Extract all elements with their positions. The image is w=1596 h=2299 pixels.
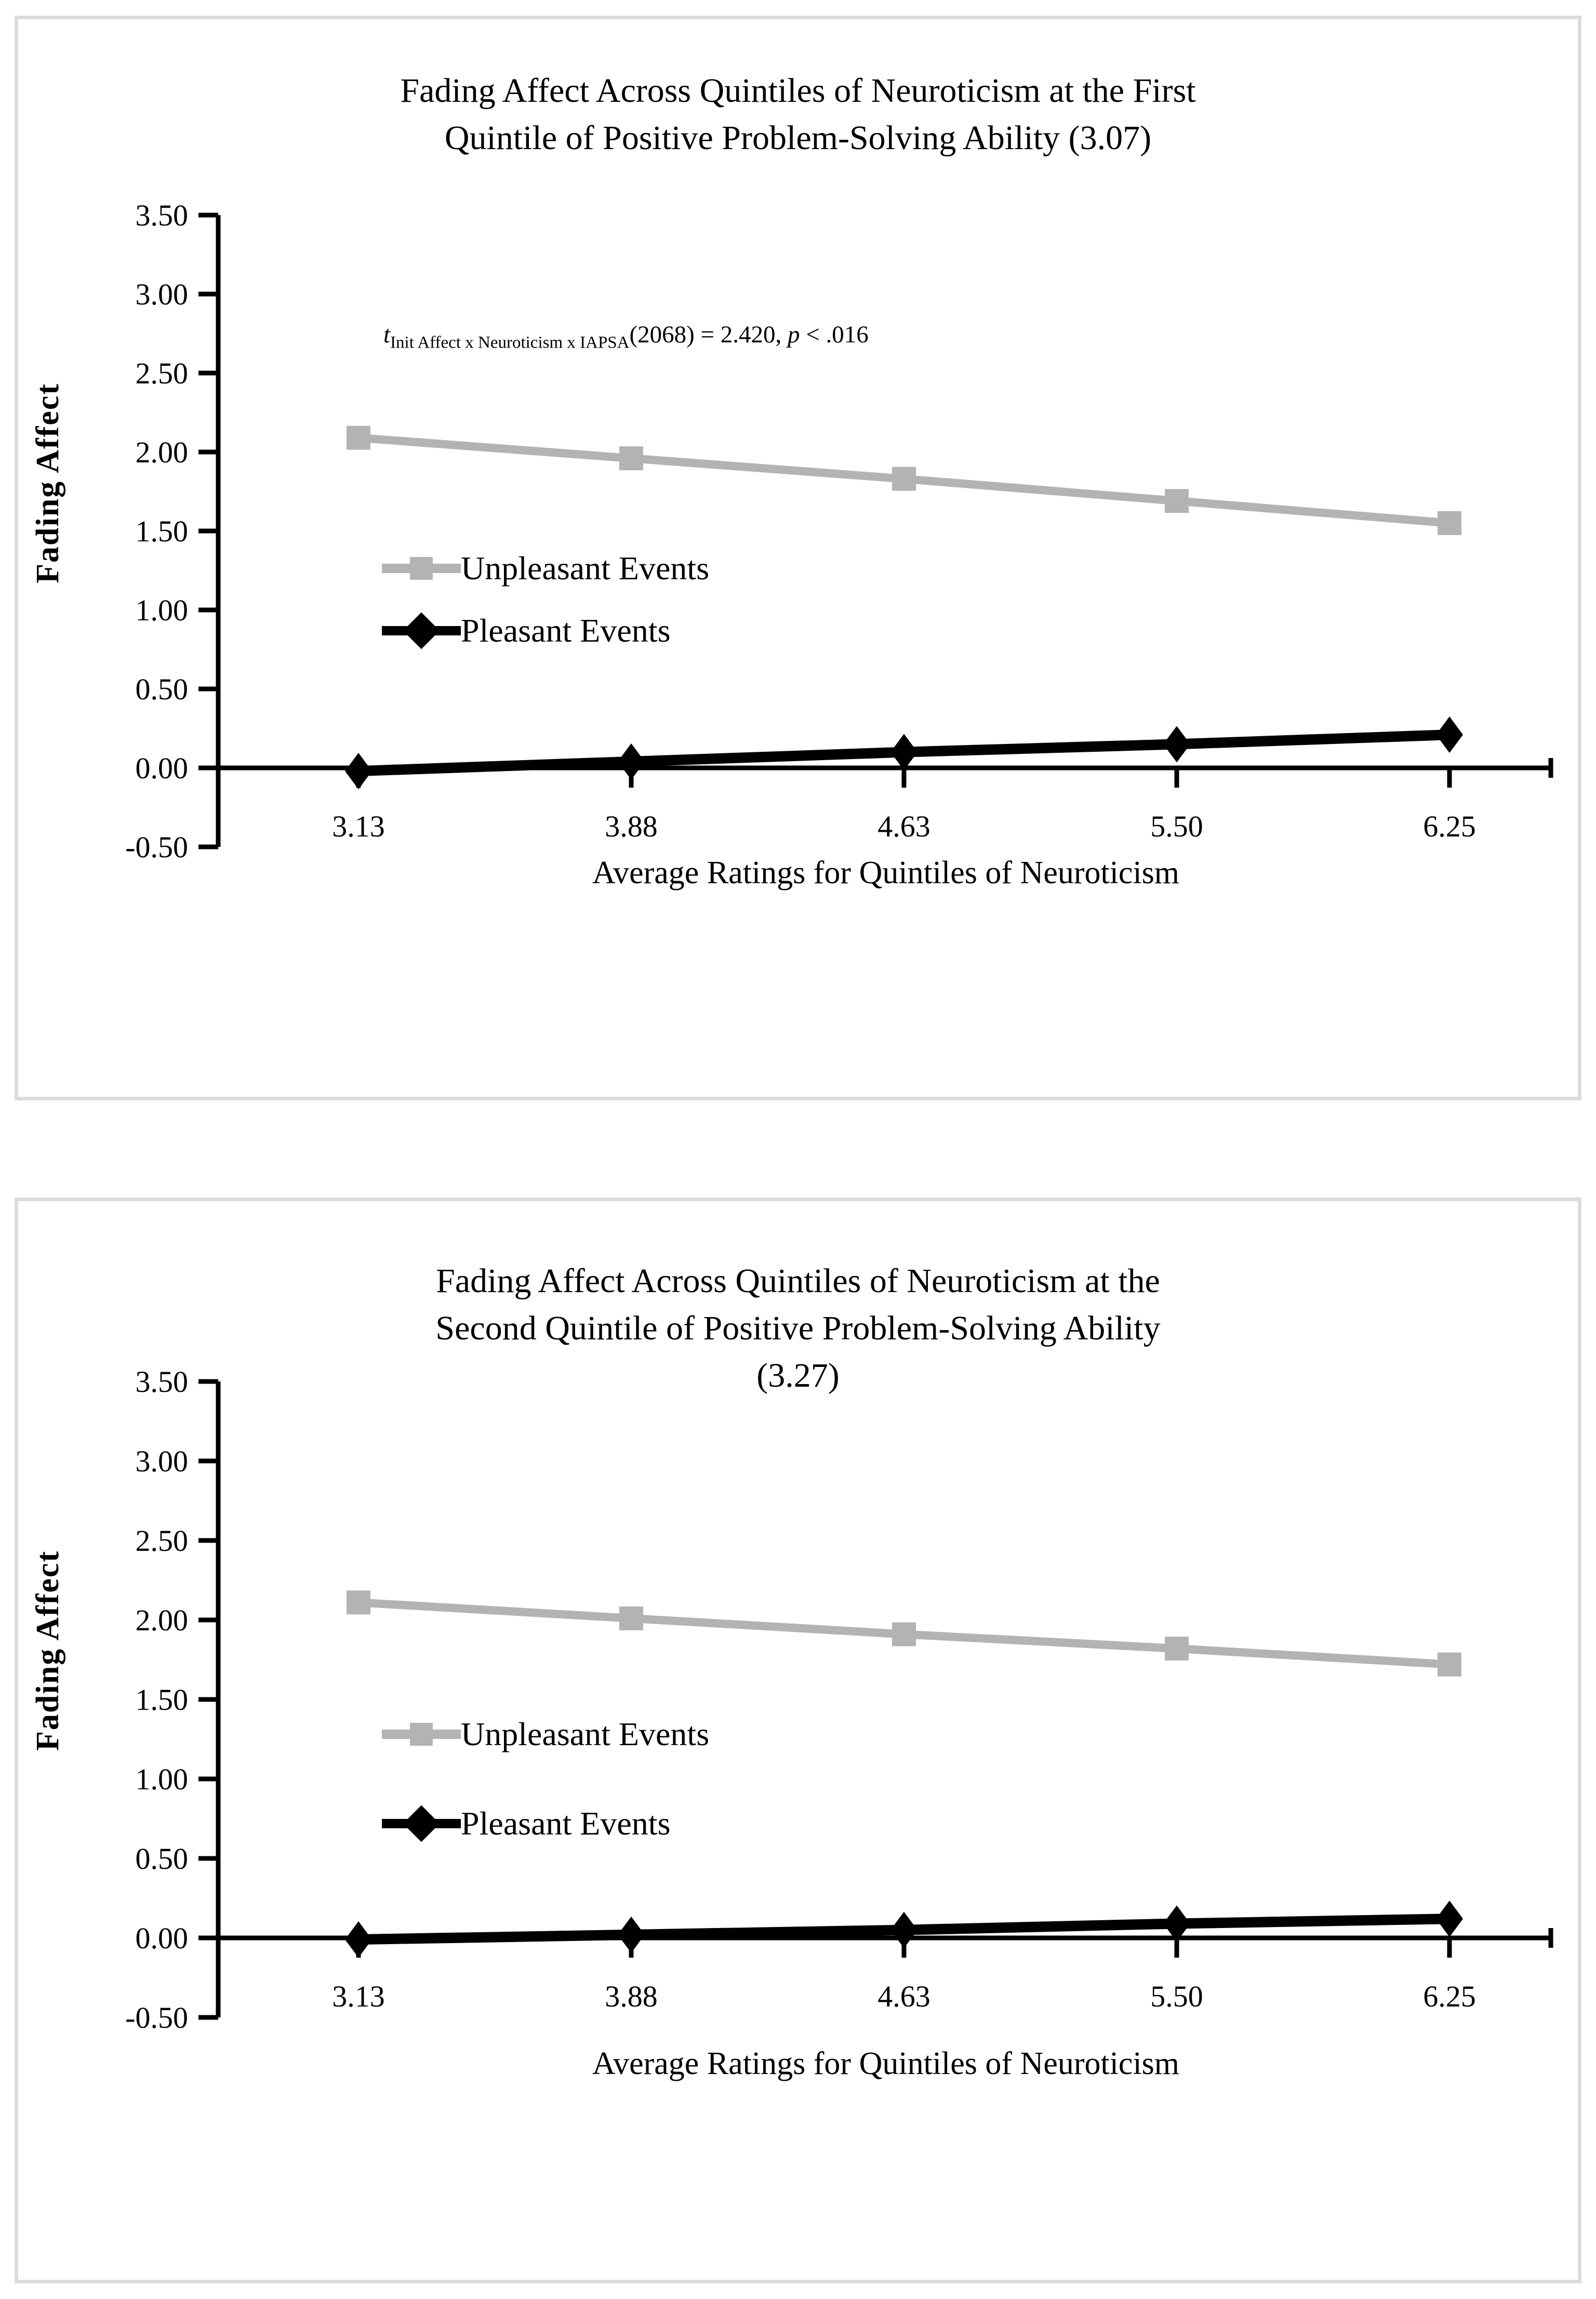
chart-panel-second-quintile: [15, 1198, 1581, 2283]
pleasant-series-marker-icon: [382, 610, 461, 652]
legend-item-pleasant: [382, 610, 709, 652]
diamond-marker-icon: [1436, 1901, 1463, 1937]
diamond-marker-icon: [890, 1912, 917, 1948]
axes: [125, 198, 1551, 864]
plot-area: [18, 1201, 1578, 2280]
stat-value: (2068) = 2.420,: [629, 321, 788, 348]
chart-panel-first-quintile: [15, 16, 1581, 1100]
legend-item-unpleasant: [382, 548, 709, 589]
unpleasant-series-marker-icon: [382, 548, 461, 589]
chart-title-line: Fading Affect Across Quintiles of Neuroticism at the: [436, 1262, 1160, 1300]
square-marker-icon: [1165, 1637, 1189, 1660]
y-axis-label: Fading Affect: [30, 383, 65, 583]
diamond-marker-icon: [403, 1805, 440, 1842]
x-tick-label: 3.88: [605, 809, 658, 843]
x-tick-label: 3.88: [605, 1979, 658, 2013]
x-tick-label: 4.63: [877, 809, 930, 843]
diamond-marker-icon: [1163, 726, 1190, 762]
y-tick-label: 1.00: [135, 1762, 188, 1796]
diamond-marker-icon: [890, 734, 917, 770]
x-tick-label: 6.25: [1423, 809, 1476, 843]
unpleasant-series-marker-icon: [382, 1713, 461, 1755]
y-tick-label: 0.00: [135, 751, 188, 785]
x-tick-label: 3.13: [332, 809, 385, 843]
stat-t-symbol: t: [383, 321, 391, 348]
square-marker-icon: [892, 467, 916, 491]
y-tick-label: -0.50: [125, 830, 188, 864]
diamond-marker-icon: [1436, 716, 1463, 753]
y-tick-label: 1.50: [135, 514, 188, 548]
legend-item-unpleasant: [382, 1713, 709, 1755]
y-tick-label: 0.50: [135, 672, 188, 706]
square-marker-icon: [892, 1623, 916, 1646]
y-tick-label: 3.50: [135, 198, 188, 232]
y-tick-label: -0.50: [125, 2001, 188, 2035]
y-tick-label: 0.50: [135, 1842, 188, 1876]
diamond-marker-icon: [345, 753, 372, 789]
legend: [382, 1713, 709, 1892]
diamond-marker-icon: [618, 1917, 645, 1953]
legend: [382, 548, 709, 672]
y-tick-label: 2.00: [135, 1603, 188, 1637]
square-marker-icon: [410, 557, 433, 580]
y-axis-label: Fading Affect: [30, 1550, 65, 1751]
legend-label: Pleasant Events: [461, 612, 671, 649]
square-marker-icon: [1438, 511, 1461, 535]
y-tick-label: 3.50: [135, 1365, 188, 1399]
plot-area: [18, 19, 1578, 1097]
square-marker-icon: [619, 446, 643, 470]
y-tick-label: 3.00: [135, 1444, 188, 1478]
legend-label: Pleasant Events: [461, 1805, 671, 1842]
x-tick-label: 5.50: [1150, 1979, 1203, 2013]
chart-title-line: Fading Affect Across Quintiles of Neuroticism at the First: [400, 72, 1196, 110]
chart-title-line: Second Quintile of Positive Problem-Solving Ability: [435, 1309, 1161, 1348]
square-marker-icon: [347, 426, 370, 450]
legend-item-pleasant: [382, 1803, 709, 1844]
diamond-marker-icon: [403, 613, 440, 649]
stat-p-value: < .016: [800, 321, 869, 348]
square-marker-icon: [1165, 489, 1189, 513]
square-marker-icon: [410, 1723, 433, 1746]
x-axis-label: Average Ratings for Quintiles of Neuroticism: [592, 855, 1180, 891]
stat-p-symbol: p: [788, 321, 800, 348]
series-square: [347, 426, 1461, 535]
chart-title-line: (3.27): [756, 1357, 840, 1395]
y-tick-label: 2.50: [135, 1524, 188, 1558]
y-tick-label: 1.50: [135, 1683, 188, 1717]
diamond-marker-icon: [345, 1921, 372, 1958]
square-marker-icon: [619, 1606, 643, 1630]
x-tick-label: 4.63: [877, 1979, 930, 2013]
legend-label: Unpleasant Events: [461, 1716, 710, 1752]
y-tick-label: 0.00: [135, 1921, 188, 1955]
x-axis-label: Average Ratings for Quintiles of Neuroticism: [592, 2046, 1180, 2081]
x-tick-label: 3.13: [332, 1979, 385, 2013]
y-tick-label: 2.00: [135, 435, 188, 469]
x-tick-label: 5.50: [1150, 809, 1203, 843]
square-marker-icon: [347, 1590, 370, 1614]
diamond-marker-icon: [618, 743, 645, 780]
square-marker-icon: [1438, 1653, 1461, 1677]
y-tick-label: 3.00: [135, 277, 188, 311]
stat-subscript: Init Affect x Neuroticism x IAPSA: [390, 333, 630, 352]
x-tick-label: 6.25: [1423, 1979, 1476, 2013]
legend-label: Unpleasant Events: [461, 550, 710, 587]
pleasant-series-marker-icon: [382, 1803, 461, 1844]
series-square: [347, 1590, 1461, 1676]
y-tick-label: 2.50: [135, 356, 188, 390]
y-tick-label: 1.00: [135, 593, 188, 627]
chart-title-line: Quintile of Positive Problem-Solving Ability (3.07): [444, 119, 1152, 157]
